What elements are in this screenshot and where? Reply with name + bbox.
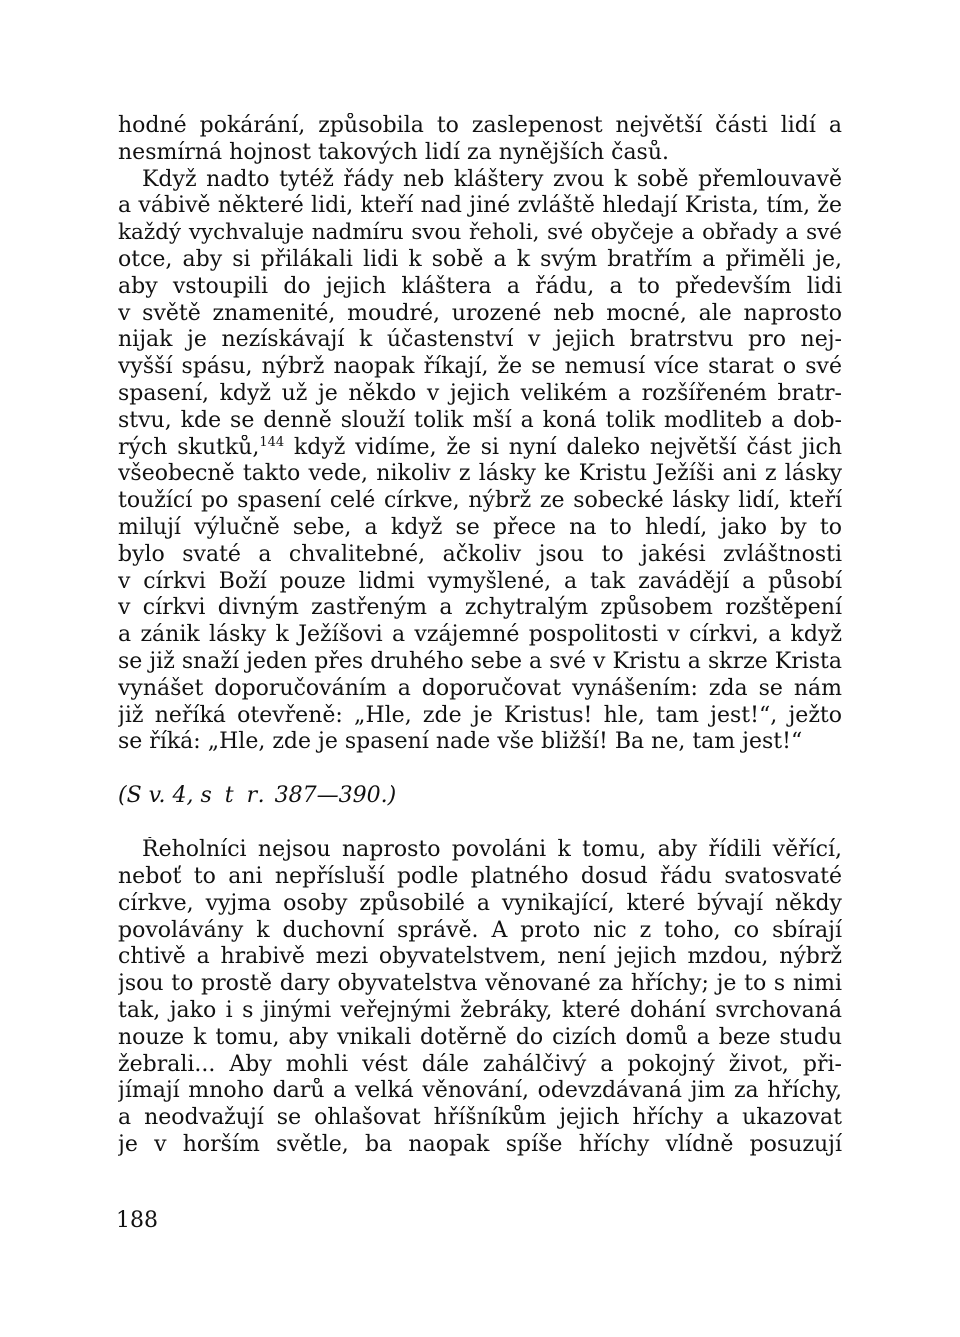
text-line: milují výlučně sebe, a když se přece na to hledí, jako by to xyxy=(118,514,842,540)
paragraph-continuation xyxy=(118,113,842,167)
page-body xyxy=(118,113,842,1159)
paragraph xyxy=(118,167,842,757)
text-line: žebrali... Aby mohli vést dále zahálčivý a pokojný život, při- xyxy=(118,1051,842,1077)
citation-volume-number: 4, xyxy=(165,783,201,809)
text-line: a neodvažují se ohlašovat hříšníkům jejich hříchy a ukazovat xyxy=(118,1105,842,1131)
text-line: každý vychvaluje nadmíru svou řeholi, své obyčeje a obřady a své xyxy=(118,220,842,246)
text-line: již neříká otevřeně: „Hle, zde je Kristus! hle, tam jest!“, ježto xyxy=(118,702,842,728)
text-line: jsou to prostě dary obyvatelstva věnované za hříchy; je to s nimi xyxy=(118,971,842,997)
text-line: církve, vyjma osoby způsobilé a vynikající, které bývají někdy xyxy=(118,890,842,916)
text-line: a zánik lásky k Ježíšovi a vzájemné pospolitosti v církvi, a když xyxy=(118,622,842,648)
text-line: v světě znamenité, moudré, urozené neb mocné, ale naprosto xyxy=(118,300,842,326)
text-line: je v horším světle, ba naopak spíše hříchy vlídně posuzují xyxy=(118,1131,842,1157)
citation-open: ( xyxy=(118,783,127,809)
citation-pages: 387—390.) xyxy=(267,783,397,809)
text-line: chtivě a hrabivě mezi obyvatelstvem, není jejich mzdou, nýbrž xyxy=(118,944,842,970)
source-citation xyxy=(118,782,842,810)
text-segment: rých skutků, xyxy=(118,434,260,460)
text-line: jímají mnoho darů a velká věnování, odevzdávaná jim za hříchy, xyxy=(118,1078,842,1104)
citation-page-label: s t r. xyxy=(200,783,268,809)
text-line: se již snaží jeden přes druhého sebe a své v Kristu a skrze Krista xyxy=(118,648,842,674)
text-line: bylo svaté a chvalitebné, ačkoliv jsou to jakési zvláštnosti xyxy=(118,541,842,567)
footnote-reference: 144 xyxy=(259,434,285,450)
text-line: neboť to ani nepřísluší podle platného dosud řádu svatosvaté xyxy=(118,863,842,889)
text-line: toužící po spasení celé církve, nýbrž ze sobecké lásky lidí, kteří xyxy=(118,488,842,514)
text-segment: když vidíme, že si nyní daleko největší část jich xyxy=(284,434,842,460)
text-line: v církvi Boží pouze lidmi vymyšlené, a tak zavádějí a působí xyxy=(118,568,842,594)
text-line: tak, jako i s jinými veřejnými žebráky, které dohání svrchovaná xyxy=(118,997,842,1023)
text-line: vynášet doporučováním a doporučovat vynášením: zda se nám xyxy=(118,675,842,701)
text-line: všeobecně takto vede, nikoliv z lásky ke Kristu Ježíši ani z lásky xyxy=(118,461,842,487)
text-line-with-footnote xyxy=(118,435,842,462)
text-line: Řeholníci nejsou naprosto povoláni k tomu, aby řídili věřící, xyxy=(142,837,842,863)
text-line: nouze k tomu, aby vnikali dotěrně do cizích domů a beze studu xyxy=(118,1024,842,1050)
text-line: nesmírná hojnost takových lidí za nynějších časů. xyxy=(118,139,670,165)
text-line: nijak je nezískávají k účastenství v jejich bratrstvu pro nej- xyxy=(118,327,842,353)
text-line: v církvi divným zastřeným a zchytralým způsobem rozštěpení xyxy=(118,595,842,621)
text-line: a vábivě některé lidi, kteří nad jiné zvláště hledají Krista, tím, že xyxy=(118,193,842,219)
text-line: povolávány k duchovní správě. A proto nic z toho, co sbírají xyxy=(118,917,842,943)
text-line: spasení, když už je někdo v jejich velikém a rozšířeném bratr- xyxy=(118,380,842,406)
page-number: 188 xyxy=(116,1208,158,1233)
citation-volume: S v. xyxy=(126,783,166,809)
text-line: aby vstoupili do jejich kláštera a řádu, a to především lidi xyxy=(118,273,842,299)
text-line: hodné pokárání, způsobila to zaslepenost největší části lidí a xyxy=(118,113,842,138)
text-line: vyšší spásu, nýbrž naopak říkají, že se nemusí více starat o své xyxy=(118,354,842,380)
text-line: stvu, kde se denně slouží tolik mší a koná tolik modliteb a dob- xyxy=(118,407,842,433)
text-line: otce, aby si přilákali lidi k sobě a k svým bratřím a přiměli je, xyxy=(118,246,842,272)
text-line: Když nadto tytéž řády neb kláštery zvou k sobě přemlouvavě xyxy=(142,166,842,192)
text-line: se říká: „Hle, zde je spasení nade vše bližší! Ba ne, tam jest!“ xyxy=(118,729,803,755)
paragraph xyxy=(118,837,842,1159)
